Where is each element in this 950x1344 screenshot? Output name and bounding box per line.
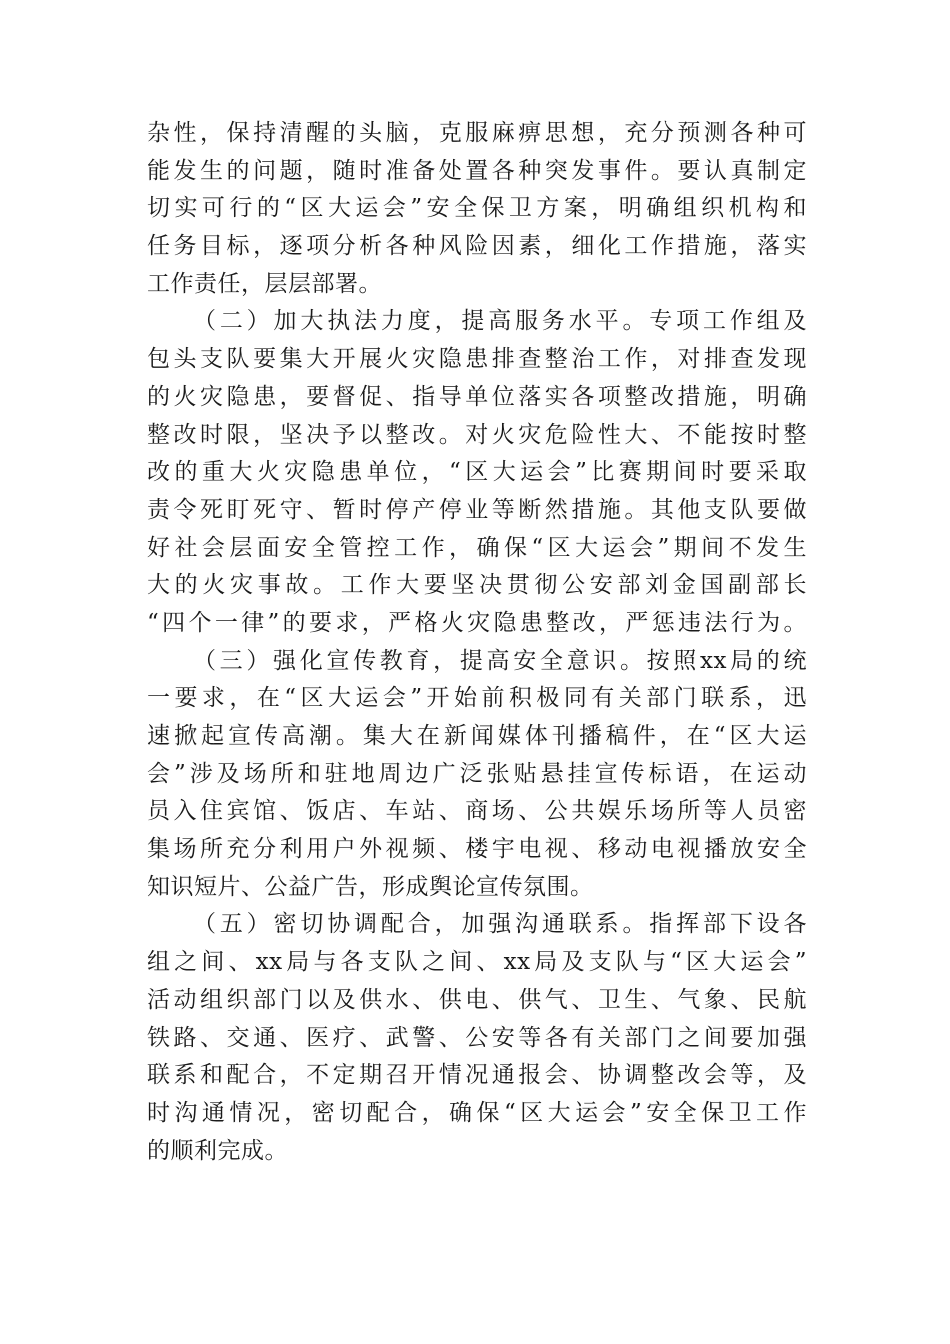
text-line: 责令死盯死守、暂时停产停业等断然措施。其他支队要做 [147, 496, 807, 523]
text-line: 联系和配合，不定期召开情况通报会、协调整改会等，及 [147, 1062, 807, 1089]
text-line: 时沟通情况，密切配合，确保“区大运会”安全保卫工作 [147, 1099, 807, 1126]
text-line: 员入住宾馆、饭店、车站、商场、公共娱乐场所等人员密 [147, 798, 807, 825]
paragraph-publicity [147, 643, 807, 907]
text-line: 整改时限，坚决予以整改。对火灾危险性大、不能按时整 [147, 421, 807, 448]
text-line: 速掀起宣传高潮。集大在新闻媒体刊播稿件，在“区大运 [147, 723, 807, 749]
text-line: 的顺利完成。 [147, 1137, 288, 1164]
text-line: （三）强化宣传教育，提高安全意识。按照xx局的统 [193, 647, 807, 674]
text-line: （五）密切协调配合，加强沟通联系。指挥部下设各 [193, 911, 807, 938]
text-line: 活动组织部门以及供水、供电、供气、卫生、气象、民航 [147, 986, 807, 1013]
text-line: （二）加大执法力度，提高服务水平。专项工作组及 [193, 308, 807, 335]
text-line: 会”涉及场所和驻地周边广泛张贴悬挂宣传标语，在运动 [147, 760, 807, 787]
text-line: 工作责任，层层部署。 [147, 270, 382, 297]
text-line: 集场所充分利用户外视频、楼宇电视、移动电视播放安全 [147, 836, 807, 863]
text-line: 改的重大火灾隐患单位，“区大运会”比赛期间时要采取 [147, 459, 807, 486]
paragraph-enforcement [147, 303, 807, 642]
text-line: 的火灾隐患，要督促、指导单位落实各项整改措施，明确 [147, 383, 807, 410]
text-line: 组之间、xx局与各支队之间、xx局及支队与“区大运会” [147, 949, 807, 976]
text-line: 铁路、交通、医疗、武警、公安等各有关部门之间要加强 [147, 1024, 807, 1051]
paragraph-continuation [147, 115, 807, 303]
document-body [147, 115, 807, 1170]
text-line: 包头支队要集大开展火灾隐患排查整治工作，对排查发现 [147, 346, 807, 373]
text-line: 杂性，保持清醒的头脑，克服麻痹思想，充分预测各种可 [147, 120, 807, 146]
text-line: 知识短片、公益广告，形成舆论宣传氛围。 [147, 873, 594, 900]
text-line: 大的火灾事故。工作大要坚决贯彻公安部刘金国副部长 [147, 572, 807, 599]
text-line: 好社会层面安全管控工作，确保“区大运会”期间不发生 [147, 534, 807, 561]
text-line: 切实可行的“区大运会”安全保卫方案，明确组织机构和 [147, 195, 807, 222]
text-line: 任务目标，逐项分析各种风险因素，细化工作措施，落实 [147, 233, 807, 260]
text-line: 一要求，在“区大运会”开始前积极同有关部门联系，迅 [147, 685, 807, 712]
paragraph-coordination [147, 906, 807, 1170]
text-line: “四个一律”的要求，严格火灾隐患整改，严惩违法行为。 [147, 609, 807, 636]
text-line: 能发生的问题，随时准备处置各种突发事件。要认真制定 [147, 157, 807, 184]
